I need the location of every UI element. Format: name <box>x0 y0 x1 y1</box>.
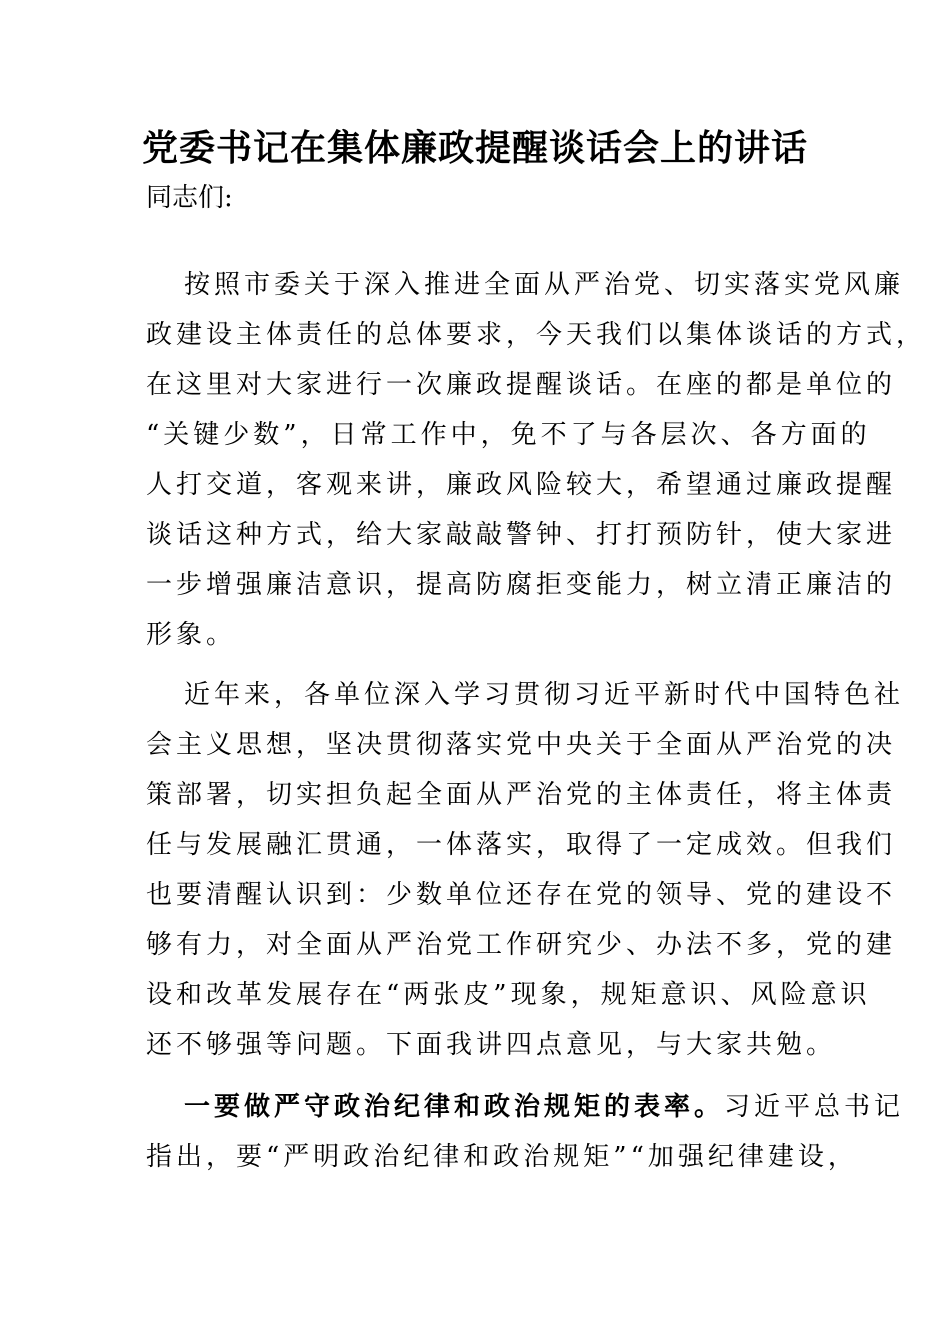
section-heading-rest: 习近平总书记 <box>724 1092 905 1122</box>
paragraph-line: 在这里对大家进行一次廉政提醒谈话。在座的都是单位的 <box>146 370 897 400</box>
paragraph-line: 谈话这种方式，给大家敲敲警钟、打打预防针，使大家进 <box>146 520 897 550</box>
paragraph-line: 指出，要“严明政治纪律和政治规矩”“加强纪律建设， <box>146 1142 858 1172</box>
salutation: 同志们: <box>146 183 233 213</box>
paragraph-line: 也要清醒认识到：少数单位还存在党的领导、党的建设不 <box>146 880 897 910</box>
paragraph-line: 按照市委关于深入推进全面从严治党、切实落实党风廉 <box>184 270 905 300</box>
paragraph-line: 策部署，切实担负起全面从严治党的主体责任，将主体责 <box>146 780 897 810</box>
paragraph-line: 形象。 <box>146 620 237 650</box>
paragraph-line: “关键少数”，日常工作中，免不了与各层次、各方面的 <box>146 420 871 450</box>
paragraph-3 <box>146 1082 905 1182</box>
paragraph-line: 近年来，各单位深入学习贯彻习近平新时代中国特色社 <box>184 680 905 710</box>
paragraph-line: 够有力，对全面从严治党工作研究少、办法不多，党的建 <box>146 930 897 960</box>
paragraph-line <box>146 1082 905 1132</box>
paragraph-line: 任与发展融汇贯通，一体落实，取得了一定成效。但我们 <box>146 830 897 860</box>
paragraph-line: 设和改革发展存在“两张皮”现象，规矩意识、风险意识 <box>146 980 871 1010</box>
paragraph-2 <box>146 670 905 1070</box>
paragraph-line: 会主义思想，坚决贯彻落实党中央关于全面从严治党的决 <box>146 730 897 760</box>
paragraph-1 <box>146 260 927 660</box>
paragraph-line: 还不够强等问题。下面我讲四点意见，与大家共勉。 <box>146 1030 837 1060</box>
paragraph-line: 政建设主体责任的总体要求，今天我们以集体谈话的方式， <box>146 320 927 350</box>
paragraph-line: 人打交道，客观来讲，廉政风险较大，希望通过廉政提醒 <box>146 470 897 500</box>
paragraph-line: 一步增强廉洁意识，提高防腐拒变能力，树立清正廉洁的 <box>146 570 897 600</box>
section-heading: 一要做严守政治纪律和政治规矩的表率。 <box>184 1092 725 1122</box>
document-title: 党委书记在集体廉政提醒谈话会上的讲话 <box>141 127 808 169</box>
